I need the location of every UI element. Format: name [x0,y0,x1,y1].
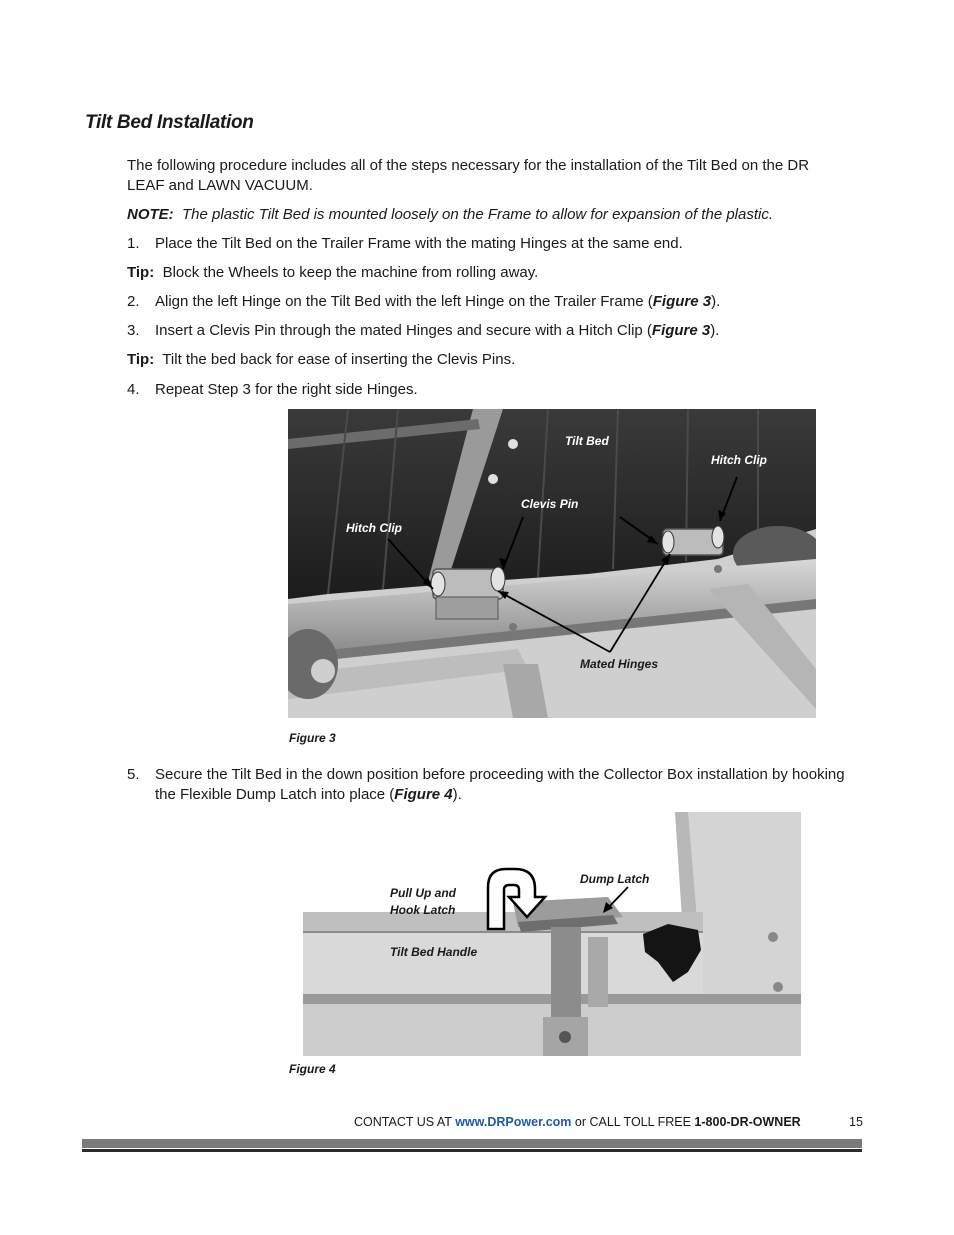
callout-tilt-bed: Tilt Bed [565,434,609,448]
step-5 [127,765,865,805]
footer-phone: 1-800-DR-OWNER [694,1115,801,1129]
footer-rule-thick [82,1139,862,1148]
tip-2 [127,350,837,370]
footer-rule-thin [82,1149,862,1152]
page-number: 15 [849,1115,863,1129]
footer-middle-text: or CALL TOLL FREE [574,1115,691,1129]
step-number: 4. [127,381,140,398]
step-text: Insert a Clevis Pin through the mated Hinges and secure with a Hitch Clip ( [155,322,652,339]
figure-4-photo [303,812,801,1056]
callout-mated-hinges: Mated Hinges [580,657,659,671]
step-number: 5. [127,766,140,783]
callout-pull-up-line-1: Pull Up and [390,886,456,900]
step-1 [127,234,837,254]
step-suffix: ). [452,786,462,803]
figure-4-illustration [303,812,801,1056]
step-suffix: ). [710,322,720,339]
footer-contact [354,1115,801,1129]
figure-3-caption: Figure 3 [289,731,336,745]
callout-tilt-bed-handle: Tilt Bed Handle [390,945,478,959]
step-text: Repeat Step 3 for the right side Hinges. [155,381,418,398]
step-3 [127,321,837,341]
step-text: Align the left Hinge on the Tilt Bed with the left Hinge on the Trailer Frame ( [155,293,653,310]
note-label: NOTE: [127,206,174,223]
step-number: 3. [127,322,140,339]
footer-url-link[interactable]: www.DRPower.com [455,1115,572,1129]
step-suffix: ). [711,293,721,310]
callout-hitch-clip-right: Hitch Clip [711,453,767,467]
step-number: 1. [127,235,140,252]
figure-reference: Figure 3 [652,293,712,310]
tip-1 [127,263,837,283]
callout-dump-latch: Dump Latch [580,872,650,886]
step-text: Secure the Tilt Bed in the down position before proceeding with the Collector Box installation by hooking the Flexible Dump Latch into place ( [155,766,845,803]
note-text: The plastic Tilt Bed is mounted loosely on the Frame to allow for expansion of the plastic. [182,206,774,223]
intro-paragraph: The following procedure includes all of the steps necessary for the installation of the Tilt Bed on the DR LEAF and LAWN VACUUM. [127,157,810,194]
step-text: Place the Tilt Bed on the Trailer Frame with the mating Hinges at the same end. [155,235,683,252]
tip-label: Tip: [127,264,155,281]
figure-reference: Figure 4 [394,786,453,803]
note-paragraph [127,205,837,225]
footer-contact-prefix: CONTACT US AT [354,1115,452,1129]
figure-3-photo [288,409,816,718]
step-2 [127,292,837,312]
figure-reference: Figure 3 [651,322,711,339]
callout-clevis-pin: Clevis Pin [521,497,579,511]
callout-hitch-clip-left: Hitch Clip [346,521,402,535]
step-number: 2. [127,293,140,310]
tip-text: Tilt the bed back for ease of inserting the Clevis Pins. [162,351,516,368]
step-4 [127,380,837,400]
callout-pull-up-line-2: Hook Latch [390,903,456,917]
tip-text: Block the Wheels to keep the machine from rolling away. [162,264,539,281]
section-title: Tilt Bed Installation [85,112,254,133]
tip-label: Tip: [127,351,155,368]
figure-4-caption: Figure 4 [289,1062,336,1076]
